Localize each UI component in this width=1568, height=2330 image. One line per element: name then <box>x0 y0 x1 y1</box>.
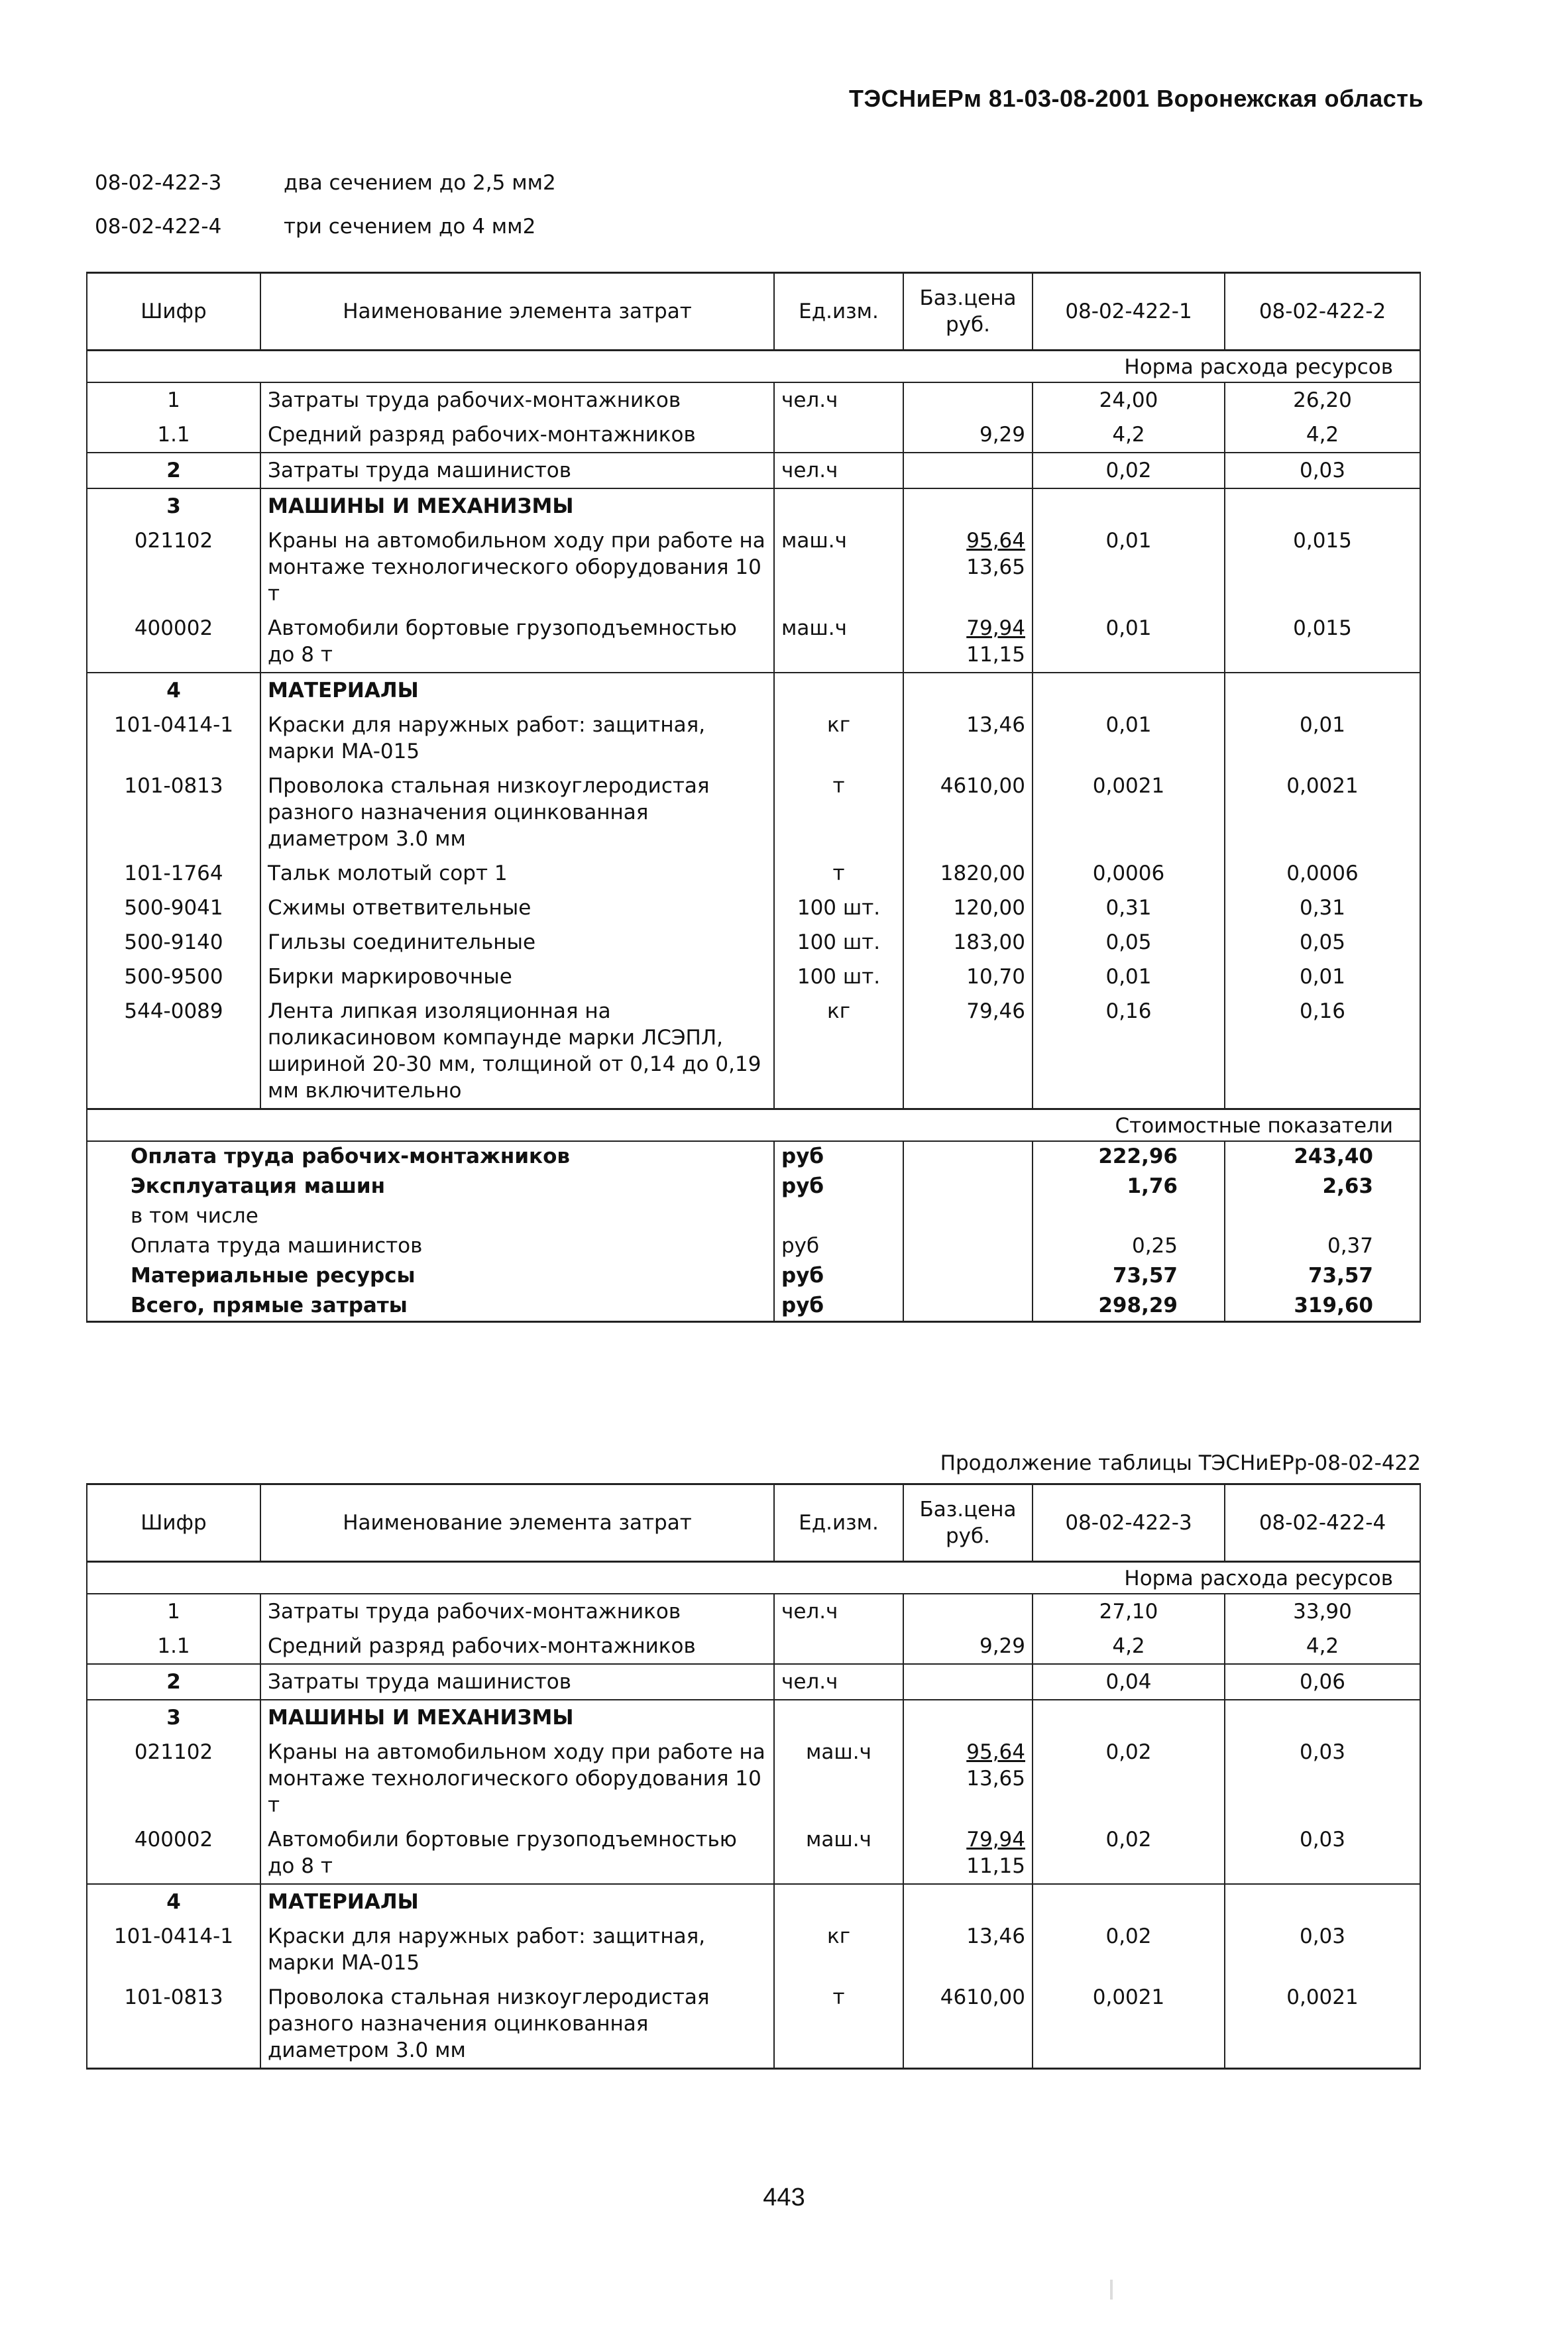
summary-unit: руб <box>774 1291 903 1322</box>
table-header-row <box>87 273 1420 351</box>
table-row <box>87 1822 1420 1884</box>
cell-price: 13,46 <box>903 1919 1033 1980</box>
cell-price: 120,00 <box>903 891 1033 925</box>
cell-value: 0,02 <box>1033 1822 1225 1884</box>
table-row <box>87 1735 1420 1822</box>
summary-label: Всего, прямые затраты <box>87 1291 774 1322</box>
cell-value: 0,0006 <box>1033 856 1225 891</box>
table-row <box>87 1919 1420 1980</box>
summary-value: 73,57 <box>1033 1261 1225 1291</box>
cell-value: 0,015 <box>1225 611 1420 673</box>
table-row <box>87 708 1420 769</box>
cell-value: 4,2 <box>1033 1629 1225 1664</box>
cell-price <box>903 1664 1033 1700</box>
cell-value: 24,00 <box>1033 382 1225 417</box>
cell-value: 0,03 <box>1225 1822 1420 1884</box>
cell-price <box>903 1822 1033 1884</box>
cell-code: 500-9500 <box>87 960 260 994</box>
summary-value: 243,40 <box>1225 1141 1420 1172</box>
norm-label: Норма расхода ресурсов <box>87 1562 1420 1594</box>
cell-value: 0,05 <box>1033 925 1225 960</box>
cell-value: 0,01 <box>1225 960 1420 994</box>
cell-price <box>903 382 1033 417</box>
cell-value: 0,02 <box>1033 1735 1225 1822</box>
cell-name: Затраты труда машинистов <box>260 453 774 488</box>
table-row <box>87 611 1420 673</box>
summary-value: 222,96 <box>1033 1141 1225 1172</box>
summary-unit: руб <box>774 1172 903 1201</box>
cell-value: 26,20 <box>1225 382 1420 417</box>
table-row <box>87 925 1420 960</box>
cell-value: 0,0021 <box>1225 1980 1420 2069</box>
cell-value: 0,015 <box>1225 524 1420 611</box>
subhead-row <box>95 171 556 195</box>
cell-value: 0,03 <box>1225 1735 1420 1822</box>
cell-value: 0,01 <box>1033 708 1225 769</box>
cell-unit: т <box>774 769 903 856</box>
cell-code: 1 <box>87 1594 260 1629</box>
summary-row <box>87 1172 1420 1201</box>
cell-unit: т <box>774 856 903 891</box>
cell-price: 79,46 <box>903 994 1033 1109</box>
cell-unit: маш.ч <box>774 1822 903 1884</box>
table-row <box>87 417 1420 453</box>
price-base: 95,64 <box>966 1740 1025 1764</box>
cell-code: 544-0089 <box>87 994 260 1109</box>
cell-name: Средний разряд рабочих-монтажников <box>260 417 774 453</box>
cell-price: 10,70 <box>903 960 1033 994</box>
price-salary: 11,15 <box>966 1854 1025 1878</box>
cell-value: 0,16 <box>1033 994 1225 1109</box>
cell-unit: чел.ч <box>774 1664 903 1700</box>
cell-name: Затраты труда рабочих-монтажников <box>260 1594 774 1629</box>
summary-label: Оплата труда рабочих-монтажников <box>87 1141 774 1172</box>
cell-price: 1820,00 <box>903 856 1033 891</box>
cell-name: Автомобили бортовые грузоподъемностью до 8 т <box>260 611 774 673</box>
col-header-code: Шифр <box>87 273 260 351</box>
cell-code: 101-1764 <box>87 856 260 891</box>
section-row <box>87 488 1420 524</box>
summary-label: Эксплуатация машин <box>87 1172 774 1201</box>
summary-label: в том числе <box>87 1201 774 1231</box>
cell-unit: кг <box>774 994 903 1109</box>
price-base: 79,94 <box>966 1828 1025 1852</box>
table-row <box>87 1664 1420 1700</box>
cell-value: 0,05 <box>1225 925 1420 960</box>
summary-unit: руб <box>774 1231 903 1261</box>
col-header-name: Наименование элемента затрат <box>260 273 774 351</box>
price-salary: 11,15 <box>966 643 1025 667</box>
cell-code: 101-0414-1 <box>87 1919 260 1980</box>
col-header-norm-2: 08-02-422-2 <box>1225 273 1420 351</box>
cell-name: Гильзы соединительные <box>260 925 774 960</box>
cell-price: 13,46 <box>903 708 1033 769</box>
cell-price: 4610,00 <box>903 769 1033 856</box>
summary-value: 73,57 <box>1225 1261 1420 1291</box>
cell-unit: чел.ч <box>774 1594 903 1629</box>
table-row <box>87 382 1420 417</box>
subhead-code: 08-02-422-4 <box>95 215 222 239</box>
cell-code: 500-9041 <box>87 891 260 925</box>
cell-price <box>903 1594 1033 1629</box>
cell-unit: кг <box>774 1919 903 1980</box>
cell-unit: маш.ч <box>774 524 903 611</box>
cell-code: 400002 <box>87 1822 260 1884</box>
section-row <box>87 1884 1420 1919</box>
summary-unit: руб <box>774 1141 903 1172</box>
price-salary: 13,65 <box>966 1767 1025 1791</box>
cell-name: Проволока стальная низкоуглеродистая разного назначения оцинкованная диаметром 3.0 мм <box>260 1980 774 2069</box>
cell-value: 0,0006 <box>1225 856 1420 891</box>
summary-label: Материальные ресурсы <box>87 1261 774 1291</box>
col-header-price: Баз.цена руб. <box>903 1484 1033 1562</box>
summary-value: 0,37 <box>1225 1231 1420 1261</box>
table-row <box>87 1629 1420 1664</box>
summary-label: Оплата труда машинистов <box>87 1231 774 1261</box>
cell-unit: маш.ч <box>774 1735 903 1822</box>
cell-value: 0,0021 <box>1225 769 1420 856</box>
cell-unit: 100 шт. <box>774 960 903 994</box>
cell-value: 0,0021 <box>1033 1980 1225 2069</box>
cell-name: Автомобили бортовые грузоподъемностью до 8 т <box>260 1822 774 1884</box>
summary-value: 1,76 <box>1033 1172 1225 1201</box>
cell-unit: кг <box>774 708 903 769</box>
price-salary: 13,65 <box>966 555 1025 579</box>
col-header-norm-1: 08-02-422-1 <box>1033 273 1225 351</box>
cell-value: 4,2 <box>1225 1629 1420 1664</box>
summary-unit: руб <box>774 1261 903 1291</box>
cell-value: 0,31 <box>1033 891 1225 925</box>
cell-value: 4,2 <box>1225 417 1420 453</box>
cell-value: 0,01 <box>1033 960 1225 994</box>
summary-value: 319,60 <box>1225 1291 1420 1322</box>
cell-name: Тальк молотый сорт 1 <box>260 856 774 891</box>
scan-mark <box>1110 2280 1113 2300</box>
cell-code: 1 <box>87 382 260 417</box>
cell-code: 400002 <box>87 611 260 673</box>
cell-unit: чел.ч <box>774 453 903 488</box>
table-row <box>87 856 1420 891</box>
cell-value: 27,10 <box>1033 1594 1225 1629</box>
summary-value: 2,63 <box>1225 1172 1420 1201</box>
cell-unit <box>774 417 903 453</box>
cell-value: 0,03 <box>1225 453 1420 488</box>
cell-name: Краны на автомобильном ходу при работе на монтаже технологического оборудования 10 т <box>260 1735 774 1822</box>
cell-value: 0,01 <box>1225 708 1420 769</box>
price-base: 79,94 <box>966 616 1025 640</box>
section-title: МАТЕРИАЛЫ <box>260 1884 774 1919</box>
table-row <box>87 960 1420 994</box>
cell-unit: маш.ч <box>774 611 903 673</box>
cell-value: 0,04 <box>1033 1664 1225 1700</box>
col-header-norm-4: 08-02-422-4 <box>1225 1484 1420 1562</box>
section-title: МАШИНЫ И МЕХАНИЗМЫ <box>260 1700 774 1735</box>
cell-code: 101-0813 <box>87 1980 260 2069</box>
cell-name: Проволока стальная низкоуглеродистая разного назначения оцинкованная диаметром 3.0 мм <box>260 769 774 856</box>
section-title: МАШИНЫ И МЕХАНИЗМЫ <box>260 488 774 524</box>
cell-value: 0,06 <box>1225 1664 1420 1700</box>
cell-code: 101-0414-1 <box>87 708 260 769</box>
section-row <box>87 1700 1420 1735</box>
price-base: 95,64 <box>966 529 1025 553</box>
page-number: 443 <box>763 2184 805 2211</box>
summary-row <box>87 1231 1420 1261</box>
cost-band <box>87 1109 1420 1142</box>
cell-value: 0,02 <box>1033 1919 1225 1980</box>
col-header-norm-3: 08-02-422-3 <box>1033 1484 1225 1562</box>
subhead-text: два сечением до 2,5 мм2 <box>284 171 556 195</box>
cell-unit: чел.ч <box>774 382 903 417</box>
summary-row <box>87 1201 1420 1231</box>
cell-value: 0,31 <box>1225 891 1420 925</box>
norm-band <box>87 1562 1420 1594</box>
cell-name: Средний разряд рабочих-монтажников <box>260 1629 774 1664</box>
cell-name: Сжимы ответвительные <box>260 891 774 925</box>
section-row <box>87 673 1420 708</box>
cell-code: 3 <box>87 1700 260 1735</box>
cell-price <box>903 524 1033 611</box>
cell-value: 0,0021 <box>1033 769 1225 856</box>
col-header-unit: Ед.изм. <box>774 273 903 351</box>
cell-unit <box>774 1629 903 1664</box>
cell-unit: т <box>774 1980 903 2069</box>
table-row <box>87 769 1420 856</box>
summary-value: 298,29 <box>1033 1291 1225 1322</box>
cell-code: 2 <box>87 1664 260 1700</box>
resource-table-2 <box>86 1483 1421 2070</box>
table-header-row <box>87 1484 1420 1562</box>
norm-label: Норма расхода ресурсов <box>87 351 1420 383</box>
cell-code: 4 <box>87 1884 260 1919</box>
cell-price: 9,29 <box>903 417 1033 453</box>
subhead-row <box>95 215 535 239</box>
cell-code: 021102 <box>87 1735 260 1822</box>
cell-name: Краски для наружных работ: защитная, марки МА-015 <box>260 1919 774 1980</box>
cell-name: Затраты труда машинистов <box>260 1664 774 1700</box>
cell-code: 4 <box>87 673 260 708</box>
cell-value: 33,90 <box>1225 1594 1420 1629</box>
cell-code: 500-9140 <box>87 925 260 960</box>
table-row <box>87 453 1420 488</box>
cell-code: 021102 <box>87 524 260 611</box>
cell-code: 1.1 <box>87 417 260 453</box>
cell-unit: 100 шт. <box>774 925 903 960</box>
table-row <box>87 1594 1420 1629</box>
cell-code: 3 <box>87 488 260 524</box>
continuation-caption: Продолжение таблицы ТЭСНиЕРр-08-02-422 <box>940 1451 1421 1475</box>
table-row <box>87 524 1420 611</box>
summary-row <box>87 1141 1420 1172</box>
col-header-price: Баз.цена руб. <box>903 273 1033 351</box>
table-row <box>87 994 1420 1109</box>
cell-value: 0,01 <box>1033 611 1225 673</box>
cell-unit: 100 шт. <box>774 891 903 925</box>
cell-price <box>903 611 1033 673</box>
cell-name: Краски для наружных работ: защитная, марки МА-015 <box>260 708 774 769</box>
resource-table-1 <box>86 272 1421 1323</box>
summary-value: 0,25 <box>1033 1231 1225 1261</box>
cell-value: 0,02 <box>1033 453 1225 488</box>
document-header: ТЭСНиЕРм 81-03-08-2001 Воронежская область <box>849 85 1424 112</box>
cell-code: 101-0813 <box>87 769 260 856</box>
section-title: МАТЕРИАЛЫ <box>260 673 774 708</box>
cell-value: 4,2 <box>1033 417 1225 453</box>
cell-price: 4610,00 <box>903 1980 1033 2069</box>
col-header-code: Шифр <box>87 1484 260 1562</box>
summary-row <box>87 1261 1420 1291</box>
subhead-code: 08-02-422-3 <box>95 171 222 195</box>
cost-label: Стоимостные показатели <box>87 1109 1420 1142</box>
cell-value: 0,01 <box>1033 524 1225 611</box>
cell-code: 2 <box>87 453 260 488</box>
cell-name: Лента липкая изоляционная на поликасиновом компаунде марки ЛСЭПЛ, шириной 20-30 мм, толщиной от 0,14 до 0,19 мм включительно <box>260 994 774 1109</box>
cell-value: 0,03 <box>1225 1919 1420 1980</box>
summary-row <box>87 1291 1420 1322</box>
norm-band <box>87 351 1420 383</box>
cell-value: 0,16 <box>1225 994 1420 1109</box>
cell-name: Бирки маркировочные <box>260 960 774 994</box>
subhead-text: три сечением до 4 мм2 <box>284 215 536 239</box>
cell-name: Краны на автомобильном ходу при работе на монтаже технологического оборудования 10 т <box>260 524 774 611</box>
cell-price: 183,00 <box>903 925 1033 960</box>
col-header-name: Наименование элемента затрат <box>260 1484 774 1562</box>
cell-price <box>903 453 1033 488</box>
cell-code: 1.1 <box>87 1629 260 1664</box>
col-header-unit: Ед.изм. <box>774 1484 903 1562</box>
cell-price: 9,29 <box>903 1629 1033 1664</box>
table-row <box>87 891 1420 925</box>
cell-name: Затраты труда рабочих-монтажников <box>260 382 774 417</box>
cell-price <box>903 1735 1033 1822</box>
table-row <box>87 1980 1420 2069</box>
